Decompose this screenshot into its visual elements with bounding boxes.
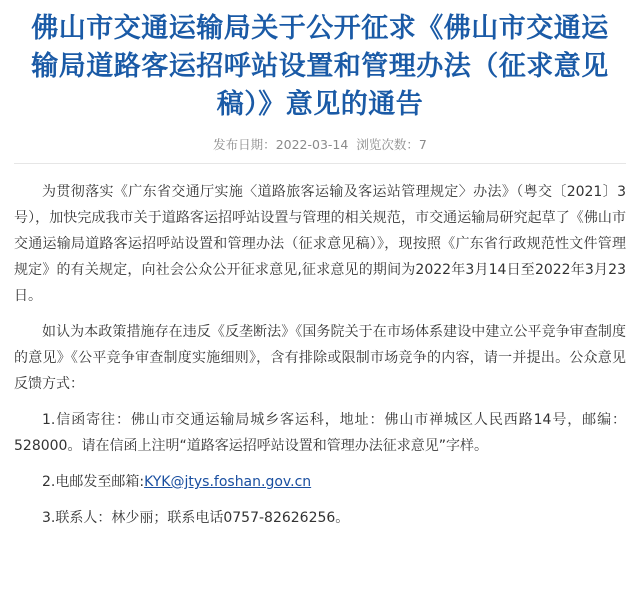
- article-content: [14, 179, 626, 531]
- feedback-item-email: [14, 469, 626, 495]
- view-count-value: 7: [418, 137, 427, 152]
- publish-date-value: 2022-03-14: [275, 137, 349, 152]
- feedback-item-contact: 3.联系人：林少丽；联系电话0757-82626256。: [42, 510, 350, 526]
- article-meta: [14, 136, 626, 154]
- paragraph-intro: 为贯彻落实《广东省交通厅实施〈道路旅客运输及客运站管理规定〉办法》（粤交〔2021〕3号），加快完成我市关于道路客运招呼站设置与管理的相关规范，市交通运输局研究起草了《佛山市交通运输局道路客运招呼站设置和管理办法（征求意见稿）》，现按照《广东省行政规范性文件管理规定》的有关规定，向社会公众公开征求意见,征求意见的期间为2022年3月14日至2022年3月23日。: [14, 184, 626, 304]
- feedback-email-label: 2.电邮发至邮箱:: [42, 474, 145, 490]
- feedback-email-link[interactable]: KYK@jtys.foshan.gov.cn: [144, 474, 312, 490]
- meta-divider: [14, 163, 626, 164]
- paragraph-competition-review: 如认为本政策措施存在违反《反垄断法》《国务院关于在市场体系建设中建立公平竞争审查制度的意见》《公平竞争审查制度实施细则》，含有排除或限制市场竞争的内容，请一并提出。公众意见反馈方式：: [14, 324, 626, 392]
- view-count-label: 浏览次数：: [356, 137, 419, 152]
- feedback-item-letter: 1.信函寄往：佛山市交通运输局城乡客运科，地址：佛山市禅城区人民西路14号，邮编：528000。请在信函上注明“道路客运招呼站设置和管理办法征求意见”字样。: [14, 412, 626, 454]
- publish-date-label: 发布日期：: [213, 137, 276, 152]
- article-title: 佛山市交通运输局关于公开征求《佛山市交通运输局道路客运招呼站设置和管理办法（征求意见稿）》意见的通告: [31, 13, 609, 120]
